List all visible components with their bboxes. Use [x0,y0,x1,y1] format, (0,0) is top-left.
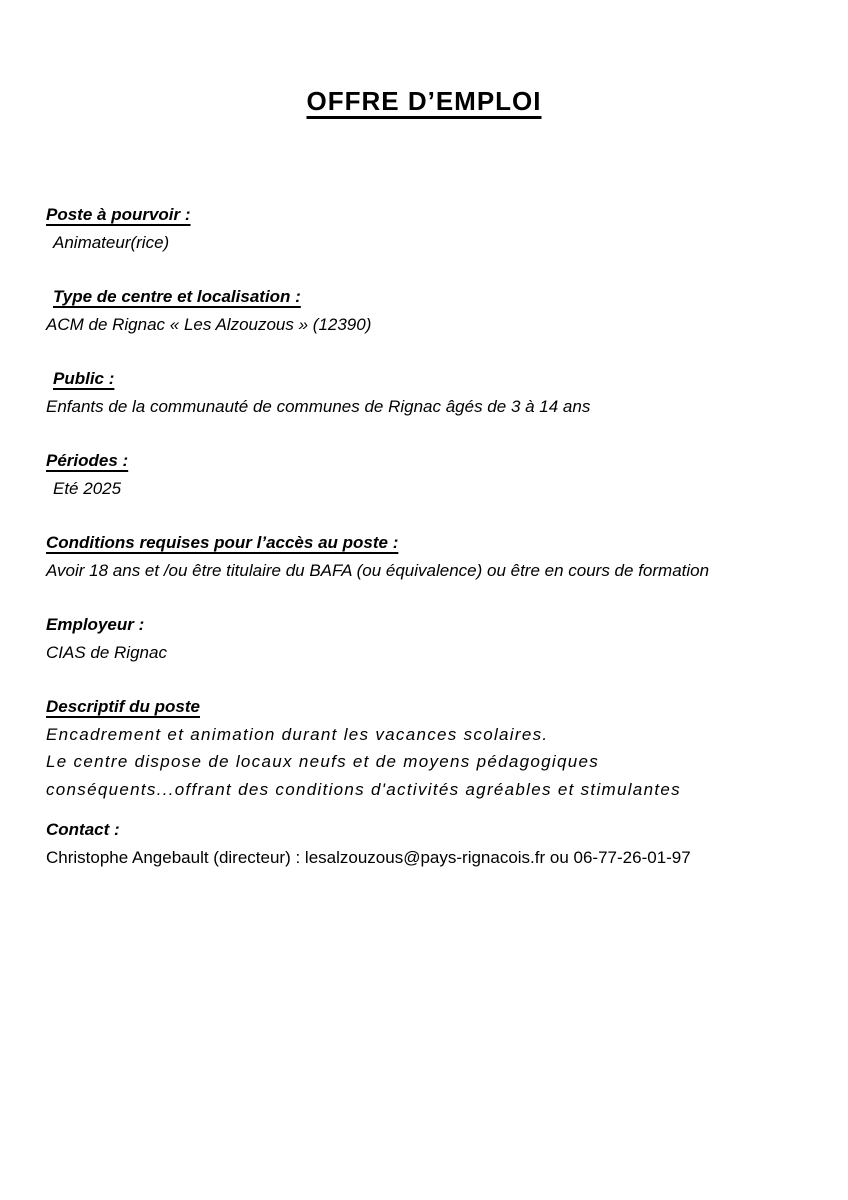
section-periodes [46,447,802,502]
page-title: OFFRE D’EMPLOI [306,86,542,116]
localisation-value: ACM de Rignac « Les Alzouzous » (12390) [46,314,372,334]
poste-value: Animateur(rice) [53,232,170,252]
descriptif-line: Encadrement et animation durant les vacances scolaires. [46,724,549,744]
descriptif-line: conséquents...offrant des conditions d'activités agréables et stimulantes [46,779,681,799]
section-descriptif [46,693,802,803]
section-heading: Poste à pourvoir : [46,205,191,224]
section-contact [46,816,802,871]
employeur-value: CIAS de Rignac [46,642,167,662]
section-conditions [46,529,802,584]
section-poste-a-pourvoir [46,201,802,256]
conditions-value: Avoir 18 ans et /ou être titulaire du BAFA (ou équivalence) ou être en cours de formation [46,560,710,580]
section-heading: Conditions requises pour l’accès au poste : [46,533,399,552]
contact-line: Christophe Angebault (directeur) : lesalzouzous@pays-rignacois.fr ou 06-77-26-01-97 [46,847,691,867]
descriptif-line: Le centre dispose de locaux neufs et de moyens pédagogiques [46,752,600,771]
section-heading: Type de centre et localisation : [53,287,301,306]
section-heading: Contact : [46,820,120,839]
section-heading: Public : [53,369,115,388]
section-heading: Périodes : [46,451,129,470]
section-employeur [46,611,802,666]
section-heading: Descriptif du poste [46,697,200,716]
public-value: Enfants de la communauté de communes de Rignac âgés de 3 à 14 ans [46,396,591,416]
section-heading: Employeur : [46,615,145,634]
section-public [46,365,802,420]
section-type-centre-localisation [46,283,802,338]
periodes-value: Eté 2025 [53,478,122,498]
